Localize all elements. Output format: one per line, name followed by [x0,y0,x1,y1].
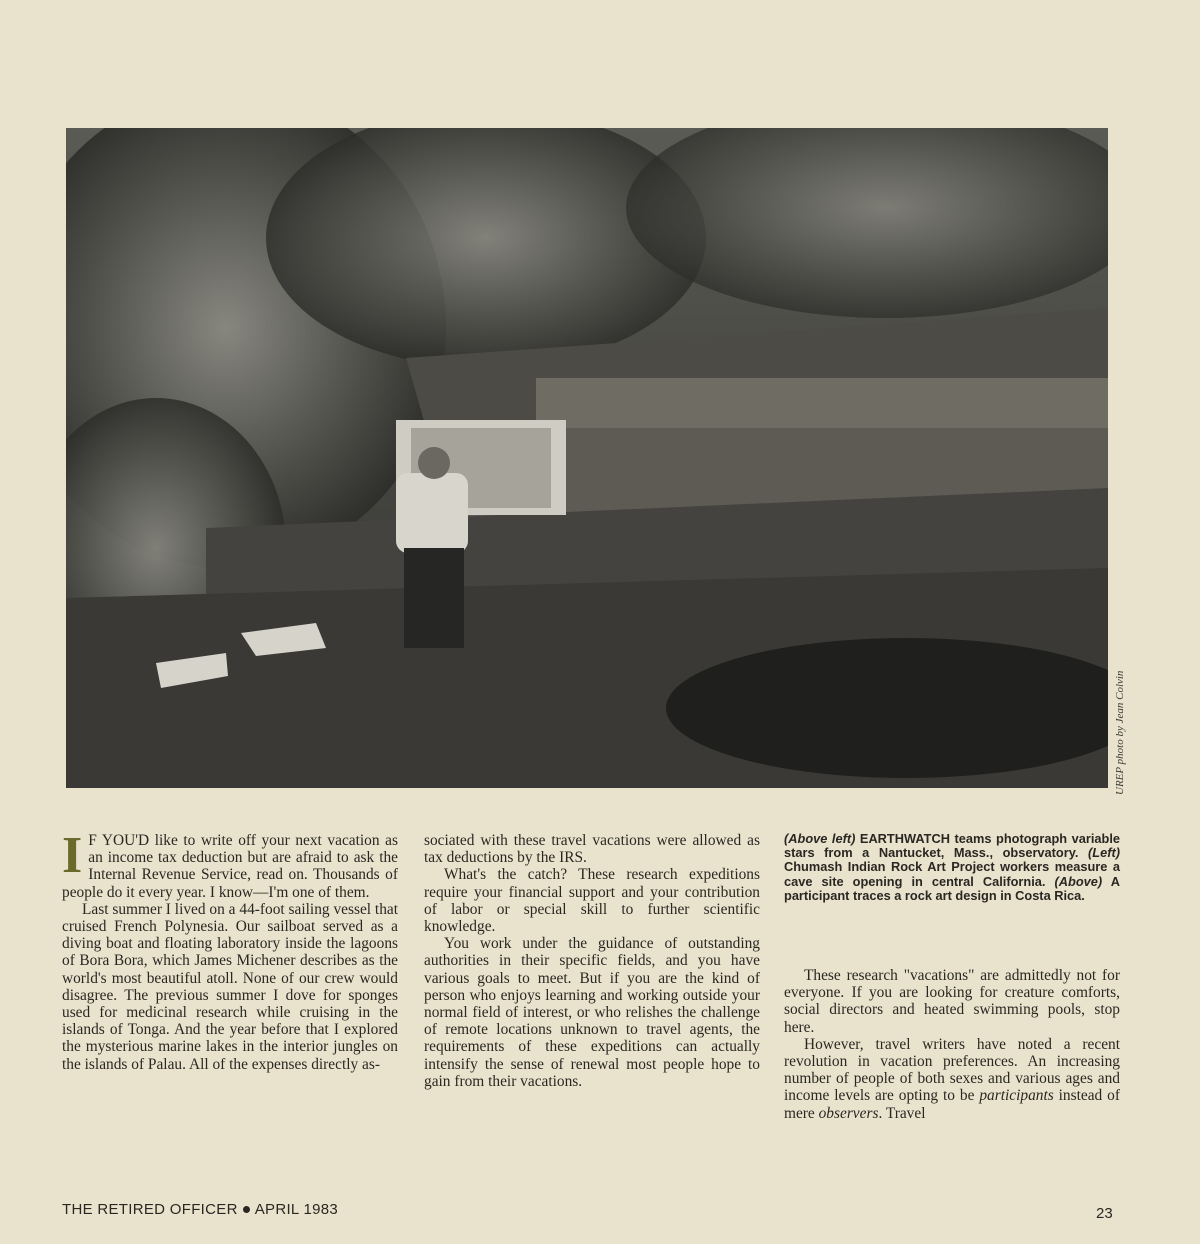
bullet-icon [243,1206,250,1213]
paragraph: These research "vacations" are admittedly not for everyone. If you are looking for creature comforts, social directors and heated swimming pools, stop here. [784,967,1120,1036]
paragraph [784,1036,1120,1122]
issue-date: APRIL 1983 [254,1201,339,1218]
paragraph: Last summer I lived on a 44-foot sailing vessel that cruised French Polynesia. Our sailboat served as a diving boat and floating laboratory inside the lagoons of Bora Bora, which James Michener describes as the world's most beautiful atoll. None of our crew would disagree. The previous summer I dove for sponges used for medicinal research while cruising in the islands of Tonga. And the year before that I explored the mysterious marine lakes in the interior jungles on the islands of Palau. All of the expenses directly as- [62,900,398,1073]
caption-text: EARTHWATCH teams photograph variable stars from a Nantucket, Mass., observatory. [784,831,1120,861]
paragraph-text: F YOU'D like to write off your next vacation as an income tax deduction but are afraid to ask the Internal Revenue Service, read on. Thousands of people do it every year. I know—I'm one of them. [62,832,398,901]
paragraph-text: However, travel writers have noted a recent revolution in vacation preferences. An increasing number of people of both sexes and various ages and income levels are opting to be [784,1035,1120,1105]
footer-publication [62,1201,338,1218]
photo-illustration [66,128,1108,788]
photo-credit: UREP photo by Jean Colvin [1114,670,1126,795]
paragraph-text: . Travel [878,1104,926,1122]
caption-text: Chumash Indian Rock Art Project workers measure a cave site opening in central California. [784,859,1120,889]
article-column-2 [424,832,760,1090]
paragraph-text: instead of mere [784,1087,1120,1122]
paragraph: What's the catch? These research expeditions require your financial support and your contribution of labor or special skill to further scientific knowledge. [424,866,760,936]
caption-label: (Left) [1088,845,1120,861]
publication-name: THE RETIRED OFFICER [62,1201,238,1218]
paragraph: You work under the guidance of outstanding authorities in their specific fields, and you have various goals to meet. But if you are the kind of person who enjoys learning and working outside your normal field of interest, or who relishes the challenge of remote locations unknown to travel agents, the requirements of these expeditions can actually intensify the sense of renewal most people hope to gain from their vacations. [424,935,760,1090]
photo-caption [784,832,1120,903]
article-column-3 [784,832,1120,1122]
page-number: 23 [1096,1205,1113,1222]
drop-cap: I [62,827,83,884]
paragraph [62,827,398,901]
emphasis: participants [979,1087,1054,1105]
emphasis: observers [818,1104,879,1122]
caption-text: A participant traces a rock art design in Costa Rica. [784,873,1120,903]
caption-label: (Above) [1054,873,1103,889]
article-column-1 [62,827,398,1073]
paragraph: sociated with these travel vacations were allowed as tax deductions by the IRS. [424,832,760,867]
rock-art-photo [66,128,1108,788]
caption-label: (Above left) [784,831,856,846]
